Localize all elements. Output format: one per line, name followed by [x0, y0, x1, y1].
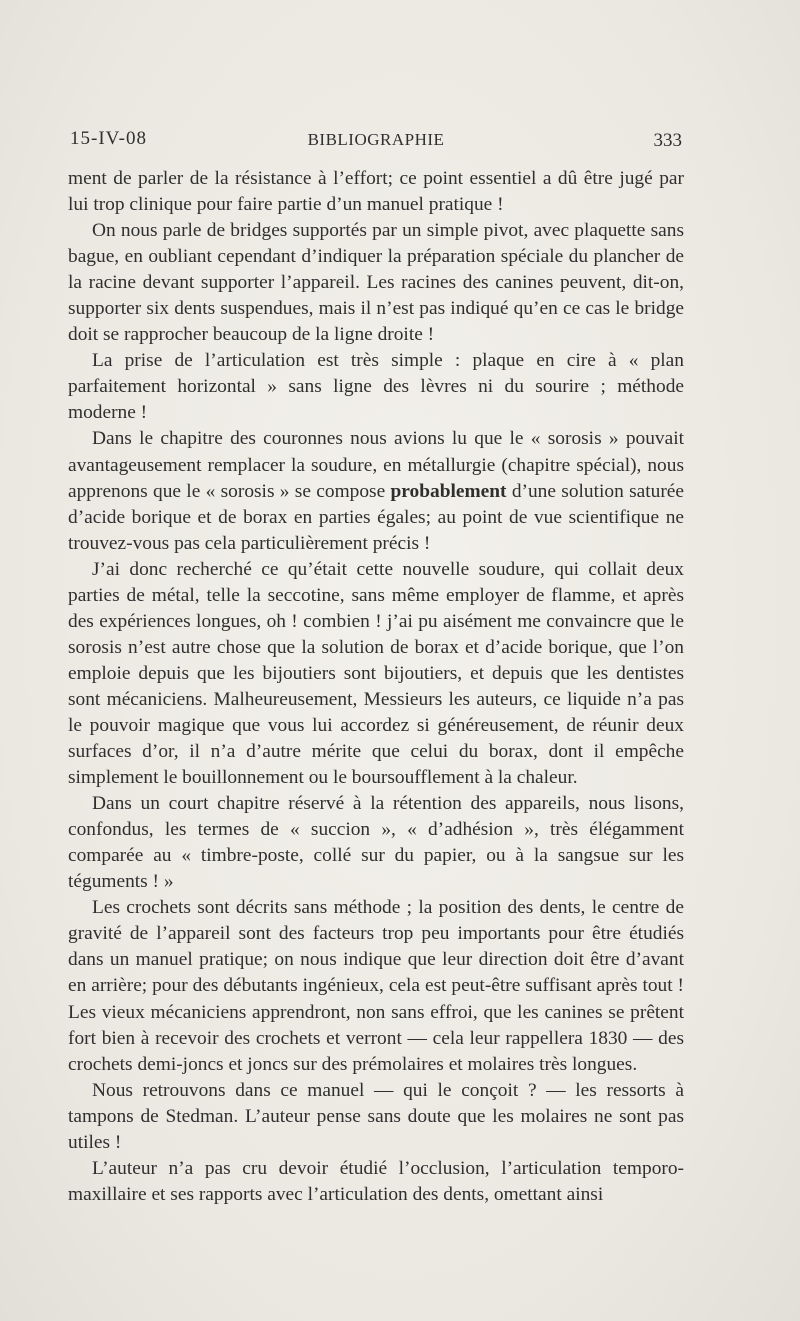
paragraph: Dans un court chapitre réservé à la rétention des appareils, nous lisons, confondus, les termes de « succion », « d’adhésion », très élégamment comparée au « timbre-poste, collé sur du papier, ou à la sangsue sur les téguments ! » [68, 793, 684, 893]
paragraph-text: Dans le chapitre des couronnes nous avions lu que le « sorosis » pouvait avantageusement remplacer la soudure, en métallurgie (chapitre spécial), nous apprenons que le « sorosis » se compose [68, 428, 684, 502]
running-header [70, 128, 682, 158]
paragraph [68, 426, 684, 556]
paragraph-text: d’une solution saturée d’acide borique et de borax en parties égales; au point de vue scientifique ne trouvez-vous pas cela particulièrement précis ! [68, 480, 684, 554]
paragraph: ment de parler de la résistance à l’effort; ce point essentiel a dû être jugé par lui trop clinique pour faire partie d’un manuel pratique ! [68, 168, 684, 216]
paragraph: L’auteur n’a pas cru devoir étudié l’occlusion, l’articulation temporo-maxillaire et ses rapports avec l’articulation des dents, omettant ainsi [68, 1157, 684, 1205]
paragraph: On nous parle de bridges supportés par un simple pivot, avec plaquette sans bague, en oubliant cependant d’indiquer la préparation spéciale du plancher de la racine devant supporter l’appareil. Les racines des canines peuvent, dit-on, supporter six dents suspendues, mais il n’est pas indiqué qu’en ce cas le bridge doit se rapprocher beaucoup de la ligne droite ! [68, 220, 684, 346]
page-number: 333 [653, 130, 682, 151]
paragraph: La prise de l’articulation est très simple : plaque en cire à « plan parfaitement horizontal » sans ligne des lèvres ni du sourire ; méthode moderne ! [68, 350, 684, 424]
bold-word: probablement [390, 480, 507, 502]
header-section-title: BIBLIOGRAPHIE [307, 130, 445, 149]
paragraph: J’ai donc recherché ce qu’était cette nouvelle soudure, qui collait deux parties de métal, telle la seccotine, sans même employer de flamme, et après des expériences longues, oh ! combien ! j’ai pu aisément me convaincre que le sorosis n’est autre chose que la solution de borax et d’acide borique, que l’on emploie depuis que les bijoutiers sont bijoutiers, et depuis que les dentistes sont mécaniciens. Malheureusement, Messieurs les auteurs, ce liquide n’a pas le pouvoir magique que vous lui accordez si généreusement, de réunir deux surfaces d’or, il n’a d’autre mérite que celui du borax, dont il empêche simplement le bouillonnement ou le boursoufflement à la chaleur. [68, 558, 684, 789]
header-date: 15-IV-08 [70, 128, 147, 149]
body-text [68, 166, 684, 1208]
paragraph: Les crochets sont décrits sans méthode ; la position des dents, le centre de gravité de l’appareil sont des facteurs trop peu importants pour être étudiés dans un manuel pratique; on nous indique que leur direction doit être d’avant en arrière; pour des débutants ingénieux, cela est peut-être suffisant après tout ! Les vieux mécaniciens apprendront, non sans effroi, que les canines se prêtent fort bien à recevoir des crochets et verront — cela leur rappellera 1830 — des crochets demi-joncs et joncs sur des prémolaires et molaires très longues. [68, 897, 684, 1075]
paragraph: Nous retrouvons dans ce manuel — qui le conçoit ? — les ressorts à tampons de Stedman. L’auteur pense sans doute que les molaires ne sont pas utiles ! [68, 1079, 684, 1153]
